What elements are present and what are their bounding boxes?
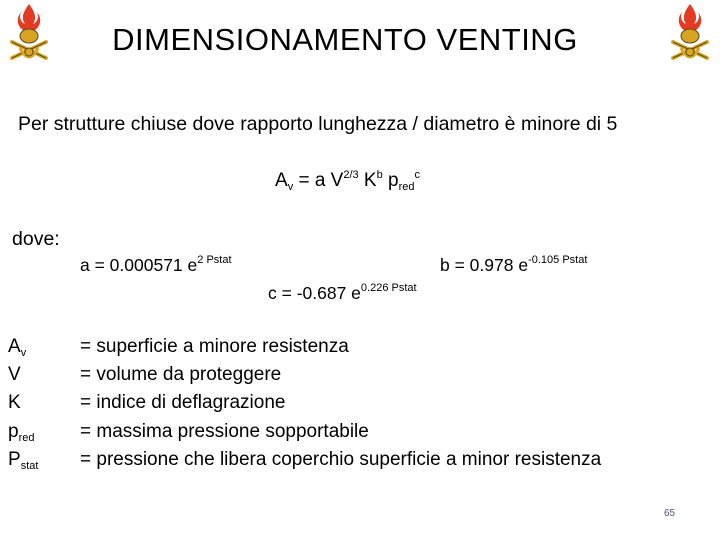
symbol-subscript: stat	[20, 460, 39, 472]
coefficient-c	[268, 283, 417, 304]
coefficient-b	[440, 255, 587, 276]
coefficient-a-exponent: 2 Pstat	[197, 254, 232, 266]
symbol-base: V	[8, 364, 21, 385]
dove-label: dove:	[12, 228, 60, 250]
venting-area-formula	[275, 170, 420, 192]
formula-av: A	[275, 170, 288, 191]
coefficient-c-exponent: 0.226 Pstat	[360, 282, 417, 294]
symbol-base: A	[8, 336, 21, 357]
definition-text-pred: = massima pressione sopportabile	[80, 421, 369, 442]
coefficient-b-exponent: -0.105 Pstat	[528, 254, 588, 266]
coefficient-a-text: a = 0.000571 e	[80, 255, 198, 275]
formula-k-exponent: b	[376, 169, 383, 181]
symbol-base: K	[8, 392, 21, 413]
formula-volume: = a V	[293, 170, 344, 191]
formula-k: K	[358, 170, 377, 191]
definition-text-v: = volume da proteggere	[80, 364, 282, 385]
definition-symbol-pstat	[8, 449, 38, 471]
formula-p: p	[382, 170, 399, 191]
formula-av-subscript: v	[287, 181, 294, 193]
definition-symbol-k	[8, 392, 21, 414]
symbol-base: p	[8, 421, 19, 442]
symbol-base: P	[8, 449, 21, 470]
definition-symbol-v	[8, 364, 21, 386]
symbol-subscript: v	[20, 347, 27, 359]
slide-title: DIMENSIONAMENTO VENTING	[112, 22, 578, 57]
definition-text-pstat: = pressione che libera coperchio superficie a minor resistenza	[80, 449, 602, 470]
formula-volume-exponent: 2/3	[343, 169, 359, 181]
coefficient-c-text: c = -0.687 e	[268, 283, 361, 303]
definition-text-k: = indice di deflagrazione	[80, 392, 286, 413]
slide-subtitle: Per strutture chiuse dove rapporto lunghezza / diametro è minore di 5	[18, 113, 618, 135]
definition-text-av: = superficie a minore resistenza	[80, 336, 349, 357]
page-number: 65	[664, 508, 676, 519]
symbol-subscript: red	[18, 432, 35, 444]
coefficient-b-text: b = 0.978 e	[440, 255, 529, 275]
coefficient-a	[80, 255, 232, 276]
definition-symbol-pred	[8, 421, 34, 443]
definition-symbol-av	[8, 336, 26, 358]
formula-p-exponent: c	[414, 169, 420, 181]
formula-p-subscript: red	[398, 181, 415, 193]
